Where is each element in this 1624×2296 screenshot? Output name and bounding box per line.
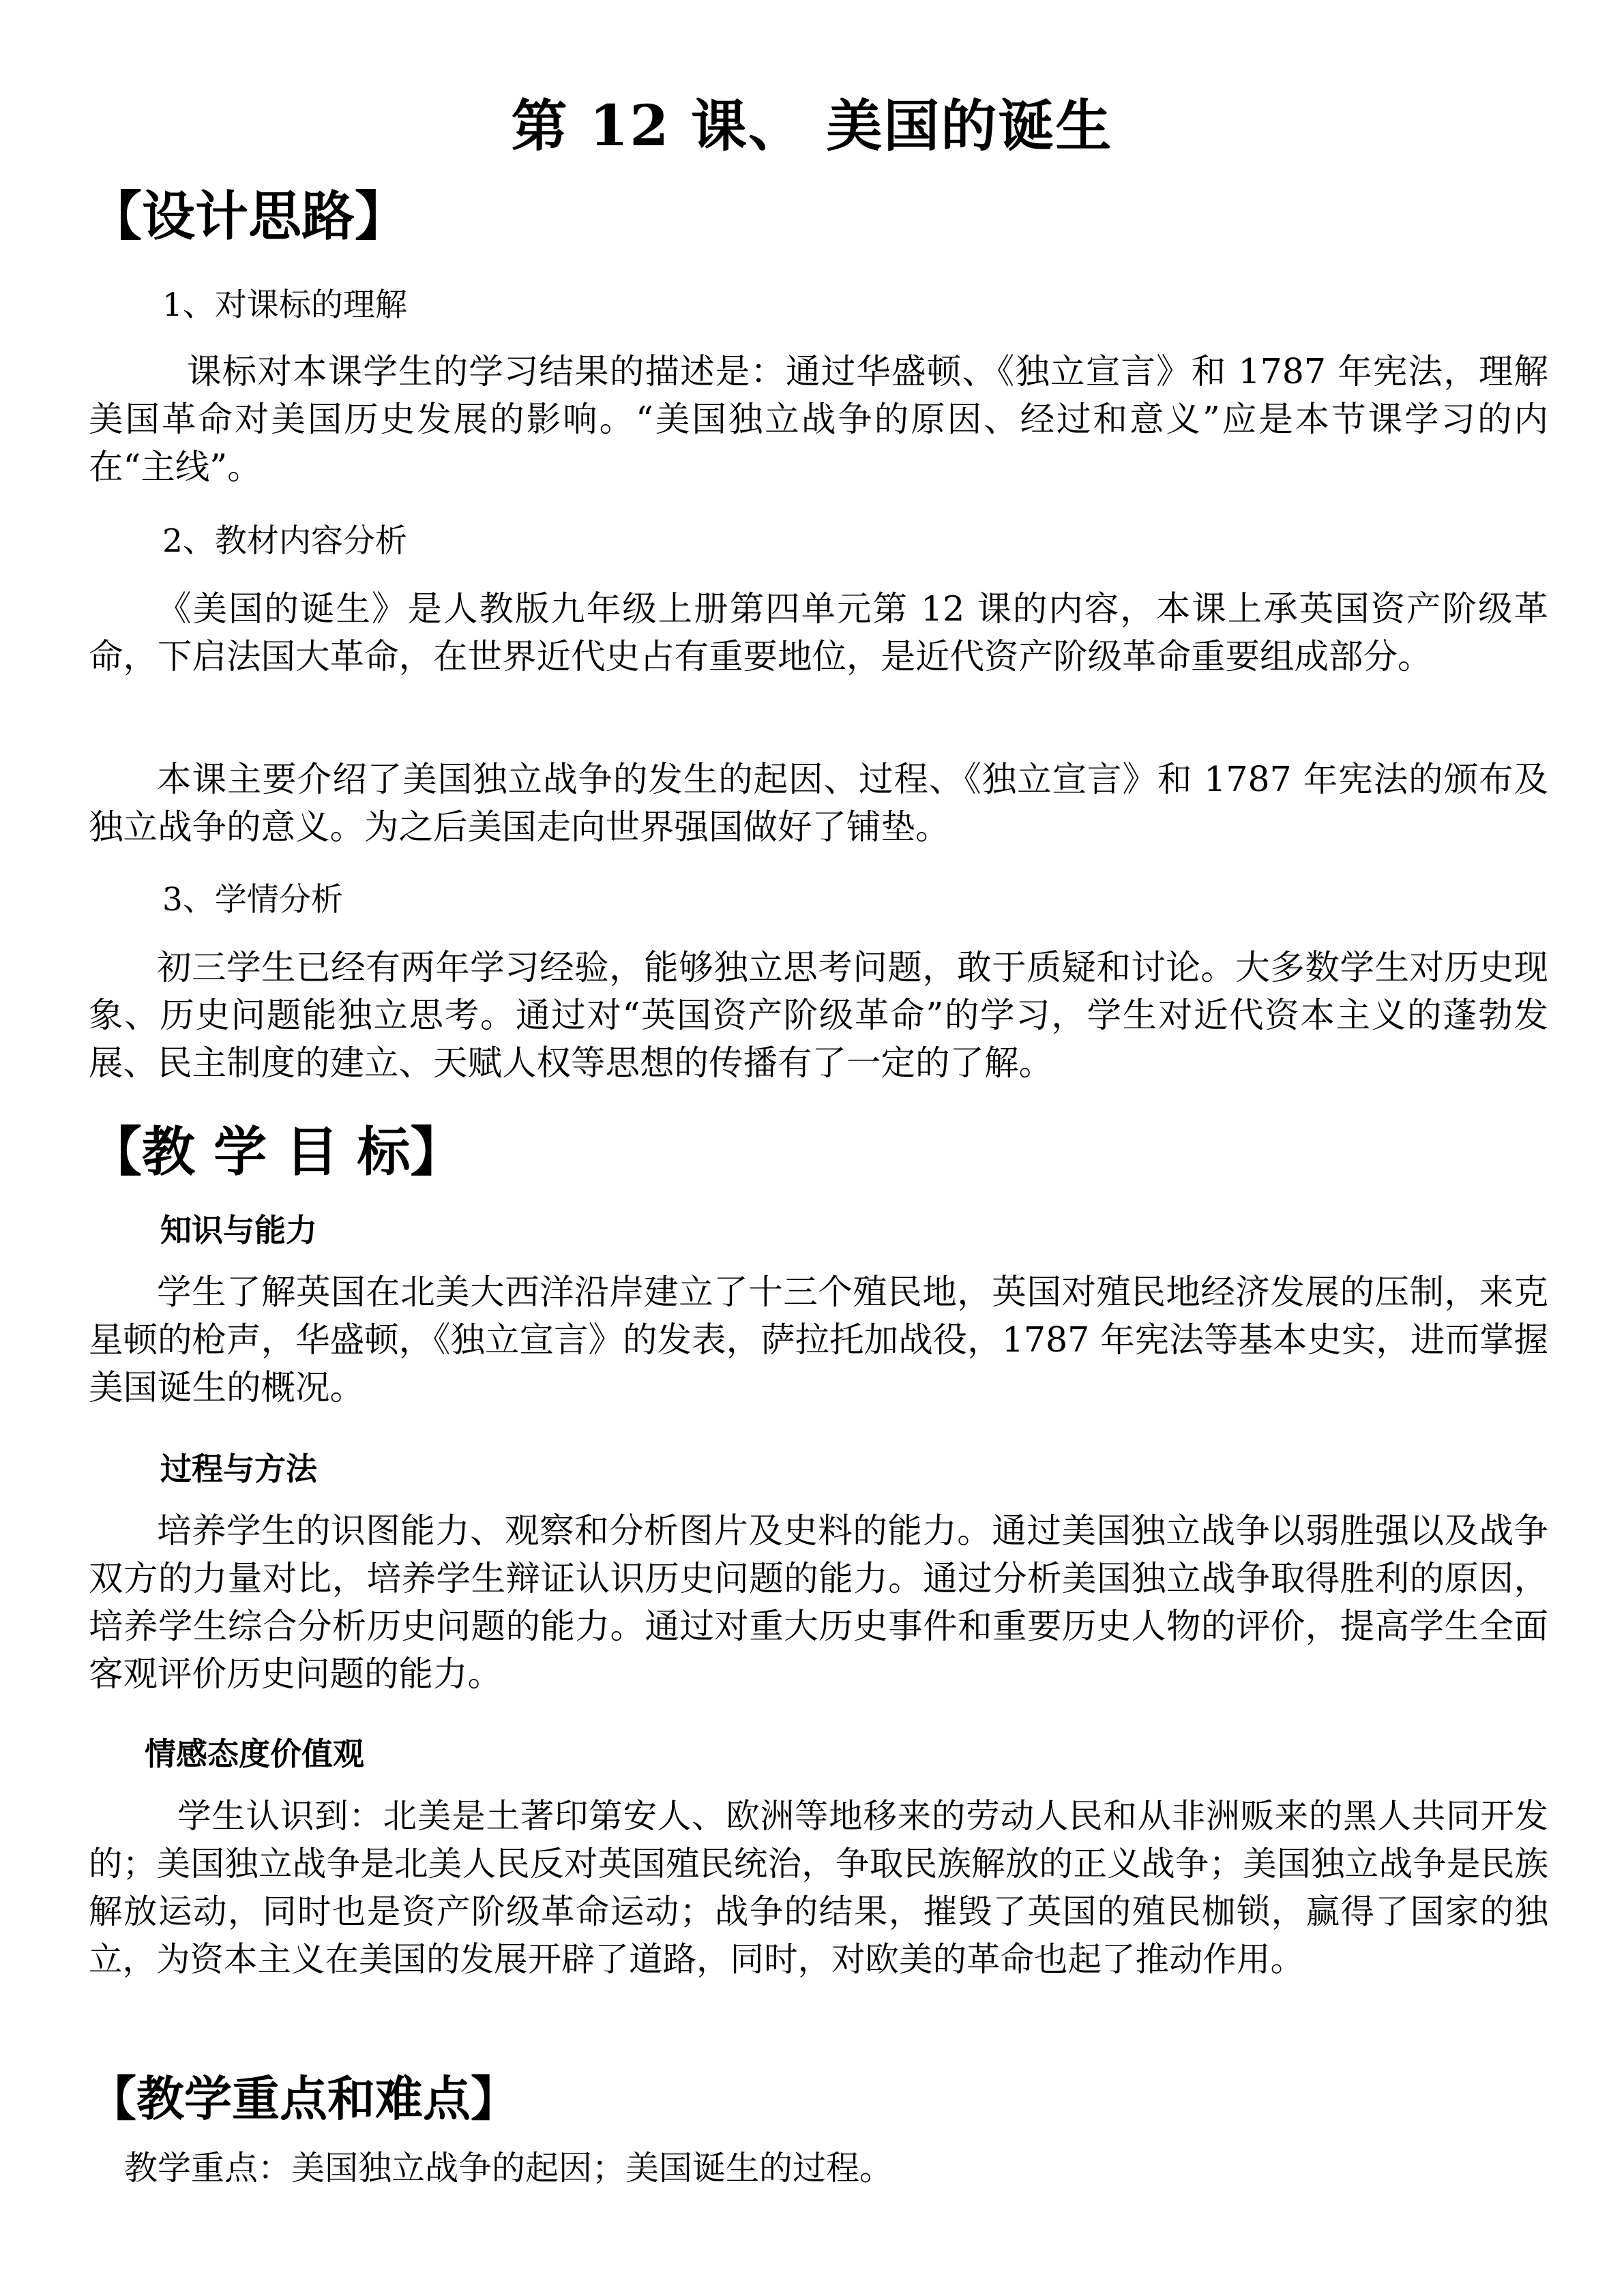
- subheading-process: 过程与方法: [160, 1450, 317, 1487]
- subheading-values: 情感态度价值观: [145, 1735, 364, 1772]
- paragraph-curriculum: 课标对本课学生的学习结果的描述是：通过华盛顿、《独立宣言》和 1787 年宪法，理解美国革命对美国历史发展的影响。“美国独立战争的原因、经过和意义”应是本节课学习的内在“主线”。: [89, 351, 1548, 487]
- section-heading-keypoints: 【教学重点和难点】: [89, 2071, 518, 2127]
- item-heading-students: 3、学情分析: [162, 881, 343, 919]
- item-heading-curriculum: 1、对课标的理解: [162, 286, 407, 324]
- paragraph-textbook-2: 本课主要介绍了美国独立战争的发生的起因、过程、《独立宣言》和 1787 年宪法的颁布及独立战争的意义。为之后美国走向世界强国做好了铺垫。: [89, 759, 1548, 847]
- section-heading-design: 【设计思路】: [89, 186, 409, 248]
- paragraph-keypoints: 教学重点：美国独立战争的起因；美国诞生的过程。: [124, 2149, 894, 2188]
- subheading-knowledge: 知识与能力: [160, 1212, 317, 1249]
- paragraph-students: 初三学生已经有两年学习经验，能够独立思考问题，敢于质疑和讨论。大多数学生对历史现象、历史问题能独立思考。通过对“英国资产阶级革命”的学习，学生对近代资本主义的蓬勃发展、民主制度的建立、天赋人权等思想的传播有了一定的了解。: [89, 947, 1548, 1083]
- paragraph-textbook-1: 《美国的诞生》是人教版九年级上册第四单元第 12 课的内容，本课上承英国资产阶级革命，下启法国大革命，在世界近代史占有重要地位，是近代资产阶级革命重要组成部分。: [89, 588, 1548, 676]
- paragraph-process: 培养学生的识图能力、观察和分析图片及史料的能力。通过美国独立战争以弱胜强以及战争双方的力量对比，培养学生辩证认识历史问题的能力。通过分析美国独立战争取得胜利的原因，培养学生综合分析历史问题的能力。通过对重大历史事件和重要历史人物的评价，提高学生全面客观评价历史问题的能力。: [89, 1510, 1548, 1694]
- page-title: 第 12 课、 美国的诞生: [511, 93, 1113, 159]
- item-heading-textbook: 2、教材内容分析: [162, 522, 407, 560]
- paragraph-knowledge: 学生了解英国在北美大西洋沿岸建立了十三个殖民地，英国对殖民地经济发展的压制，来克星顿的枪声，华盛顿，《独立宣言》的发表，萨拉托加战役，1787 年宪法等基本史实，进而掌握美国诞生的概况。: [89, 1272, 1548, 1407]
- paragraph-values: 学生认识到：北美是土著印第安人、欧洲等地移来的劳动人民和从非洲贩来的黑人共同开发的；美国独立战争是北美人民反对英国殖民统治，争取民族解放的正义战争；美国独立战争是民族解放运动，同时也是资产阶级革命运动；战争的结果，摧毁了英国的殖民枷锁，赢得了国家的独立，为资本主义在美国的发展开辟了道路，同时，对欧美的革命也起了推动作用。: [89, 1796, 1548, 1979]
- section-heading-goals: 【教 学 目 标】: [89, 1122, 464, 1183]
